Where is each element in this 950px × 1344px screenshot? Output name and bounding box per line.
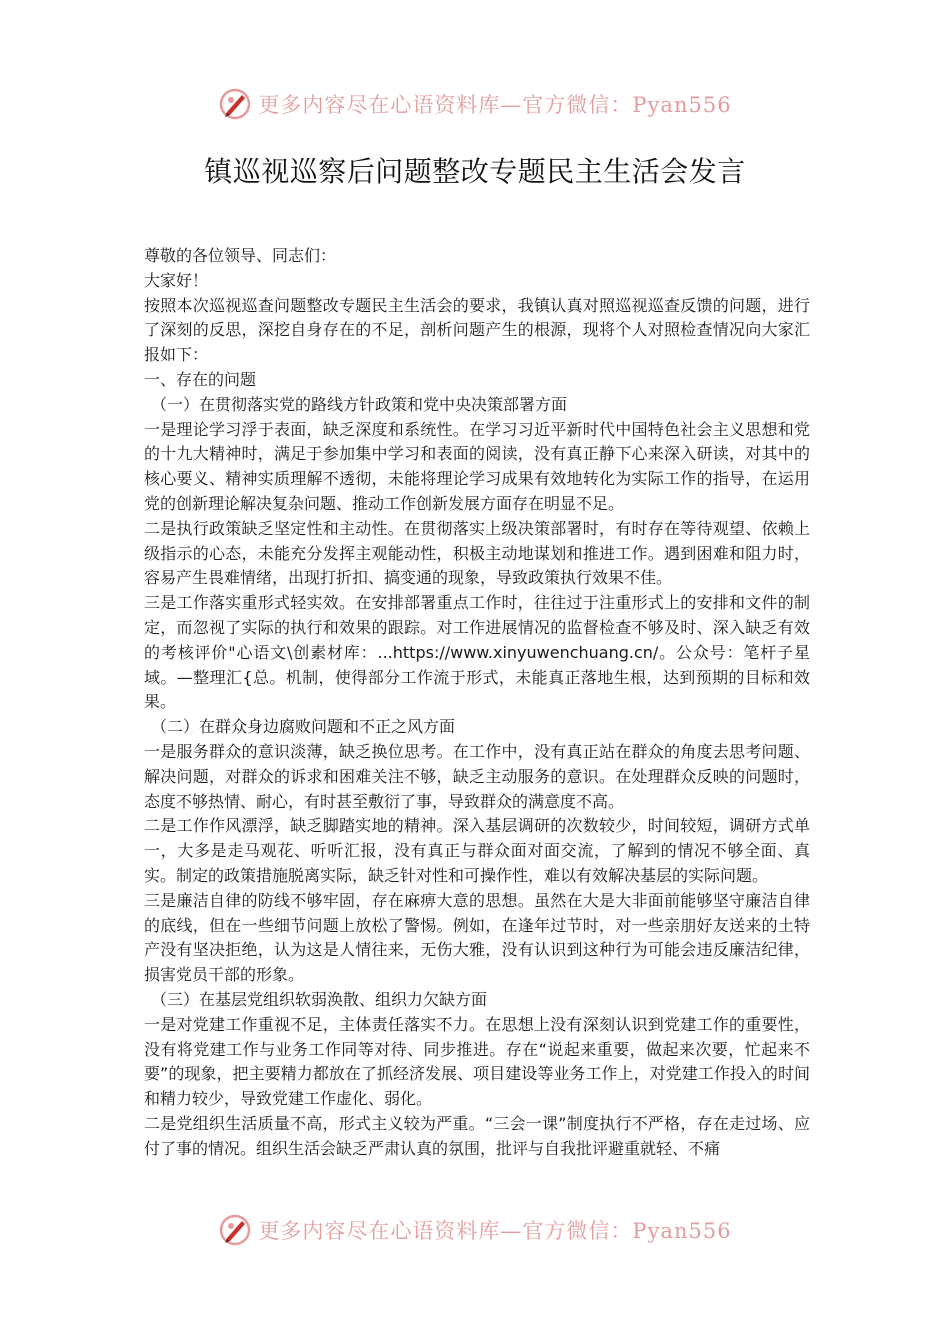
paragraph: 二是工作作风漂浮，缺乏脚踏实地的精神。深入基层调研的次数较少，时间较短，调研方式单一，大多是走马观花、听听汇报，没有真正与群众面对面交流，了解到的情况不够全面、真实。制定的政策措施脱离实际，缺乏针对性和可操作性，难以有效解决基层的实际问题。 — [144, 816, 810, 885]
paragraph: 大家好！ — [144, 270, 209, 290]
paragraph: 二是执行政策缺乏坚定性和主动性。在贯彻落实上级决策部署时，有时存在等待观望、依赖上级指示的心态，未能充分发挥主观能动性，积极主动地谋划和推进工作。遇到困难和阻力时，容易产生畏难情绪，出现打折扣、搞变通的现象，导致政策执行效果不佳。 — [144, 518, 810, 588]
paragraph: 按照本次巡视巡查问题整改专题民主生活会的要求，我镇认真对照巡视巡查反馈的问题，进行了深刻的反思，深挖自身存在的不足，剖析问题产生的根源，现将个人对照检查情况向大家汇报如下： — [144, 295, 810, 365]
document-body — [144, 244, 810, 1161]
subsection-heading: （二）在群众身边腐败问题和不正之风方面 — [151, 717, 456, 737]
document-title: 镇巡视巡察后问题整改专题民主生活会发言 — [204, 155, 746, 188]
pen-seal-logo-icon — [218, 1213, 252, 1247]
subsection-heading: （一）在贯彻落实党的路线方针政策和党中央决策部署方面 — [151, 394, 568, 414]
section-heading: 一、存在的问题 — [144, 369, 257, 389]
paragraph: 三是廉洁自律的防线不够牢固，存在麻痹大意的思想。虽然在大是大非面前能够坚守廉洁自律的底线，但在一些细节问题上放松了警惕。例如，在逢年过节时，对一些亲朋好友送来的土特产没有坚决拒绝，认为这是人情往来，无伤大雅，没有认识到这种行为可能会违反廉洁纪律，损害党员干部的形象。 — [144, 890, 810, 985]
paragraph: 一是理论学习浮于表面，缺乏深度和系统性。在学习习近平新时代中国特色社会主义思想和党的十九大精神时，满足于参加集中学习和表面的阅读，没有真正静下心来深入研读，对其中的核心要义、精神实质理解不透彻，未能将理论学习成果有效地转化为实际工作的指导，在运用党的创新理论解决复杂问题、推动工作创新发展方面存在明显不足。 — [144, 419, 810, 513]
paragraph: 二是党组织生活质量不高，形式主义较为严重。“三会一课”制度执行不严格，存在走过场、应付了事的情况。组织生活会缺乏严肃认真的氛围，批评与自我批评避重就轻、不痛 — [144, 1113, 810, 1158]
paragraph: 尊敬的各位领导、同志们： — [144, 246, 337, 265]
pen-seal-logo-icon — [218, 87, 252, 121]
paragraph: 一是对党建工作重视不足，主体责任落实不力。在思想上没有深刻认识到党建工作的重要性，没有将党建工作与业务工作同等对待、同步推进。存在“说起来重要，做起来次要，忙起来不要”的现象，把主要精力都放在了抓经济发展、项目建设等业务工作上，对党建工作投入的时间和精力较少，导致党建工作虚化、弱化。 — [144, 1014, 810, 1109]
footer-banner-text: 更多内容尽在心语资料库—官方微信：Pyan556 — [258, 1219, 732, 1243]
header-banner-text: 更多内容尽在心语资料库—官方微信：Pyan556 — [258, 93, 732, 117]
footer-banner — [0, 1210, 950, 1250]
paragraph: 三是工作落实重形式轻实效。在安排部署重点工作时，往往过于注重形式上的安排和文件的制定，而忽视了实际的执行和效果的跟踪。对工作进展情况的监督检查不够及时、深入缺乏有效的考核评价"心语文\创素材库：...https://www.xinyuwenchuang.cn/。公众号：笔杆子星域。—整理汇{总。机制，使得部分工作流于形式，未能真正落地生根，达到预期的目标和效果。 — [144, 593, 810, 712]
paragraph: 一是服务群众的意识淡薄，缺乏换位思考。在工作中，没有真正站在群众的角度去思考问题、解决问题，对群众的诉求和困难关注不够，缺乏主动服务的意识。在处理群众反映的问题时，态度不够热情、耐心，有时甚至敷衍了事，导致群众的满意度不高。 — [144, 741, 810, 811]
header-banner — [0, 84, 950, 124]
subsection-heading: （三）在基层党组织软弱涣散、组织力欠缺方面 — [151, 989, 488, 1009]
